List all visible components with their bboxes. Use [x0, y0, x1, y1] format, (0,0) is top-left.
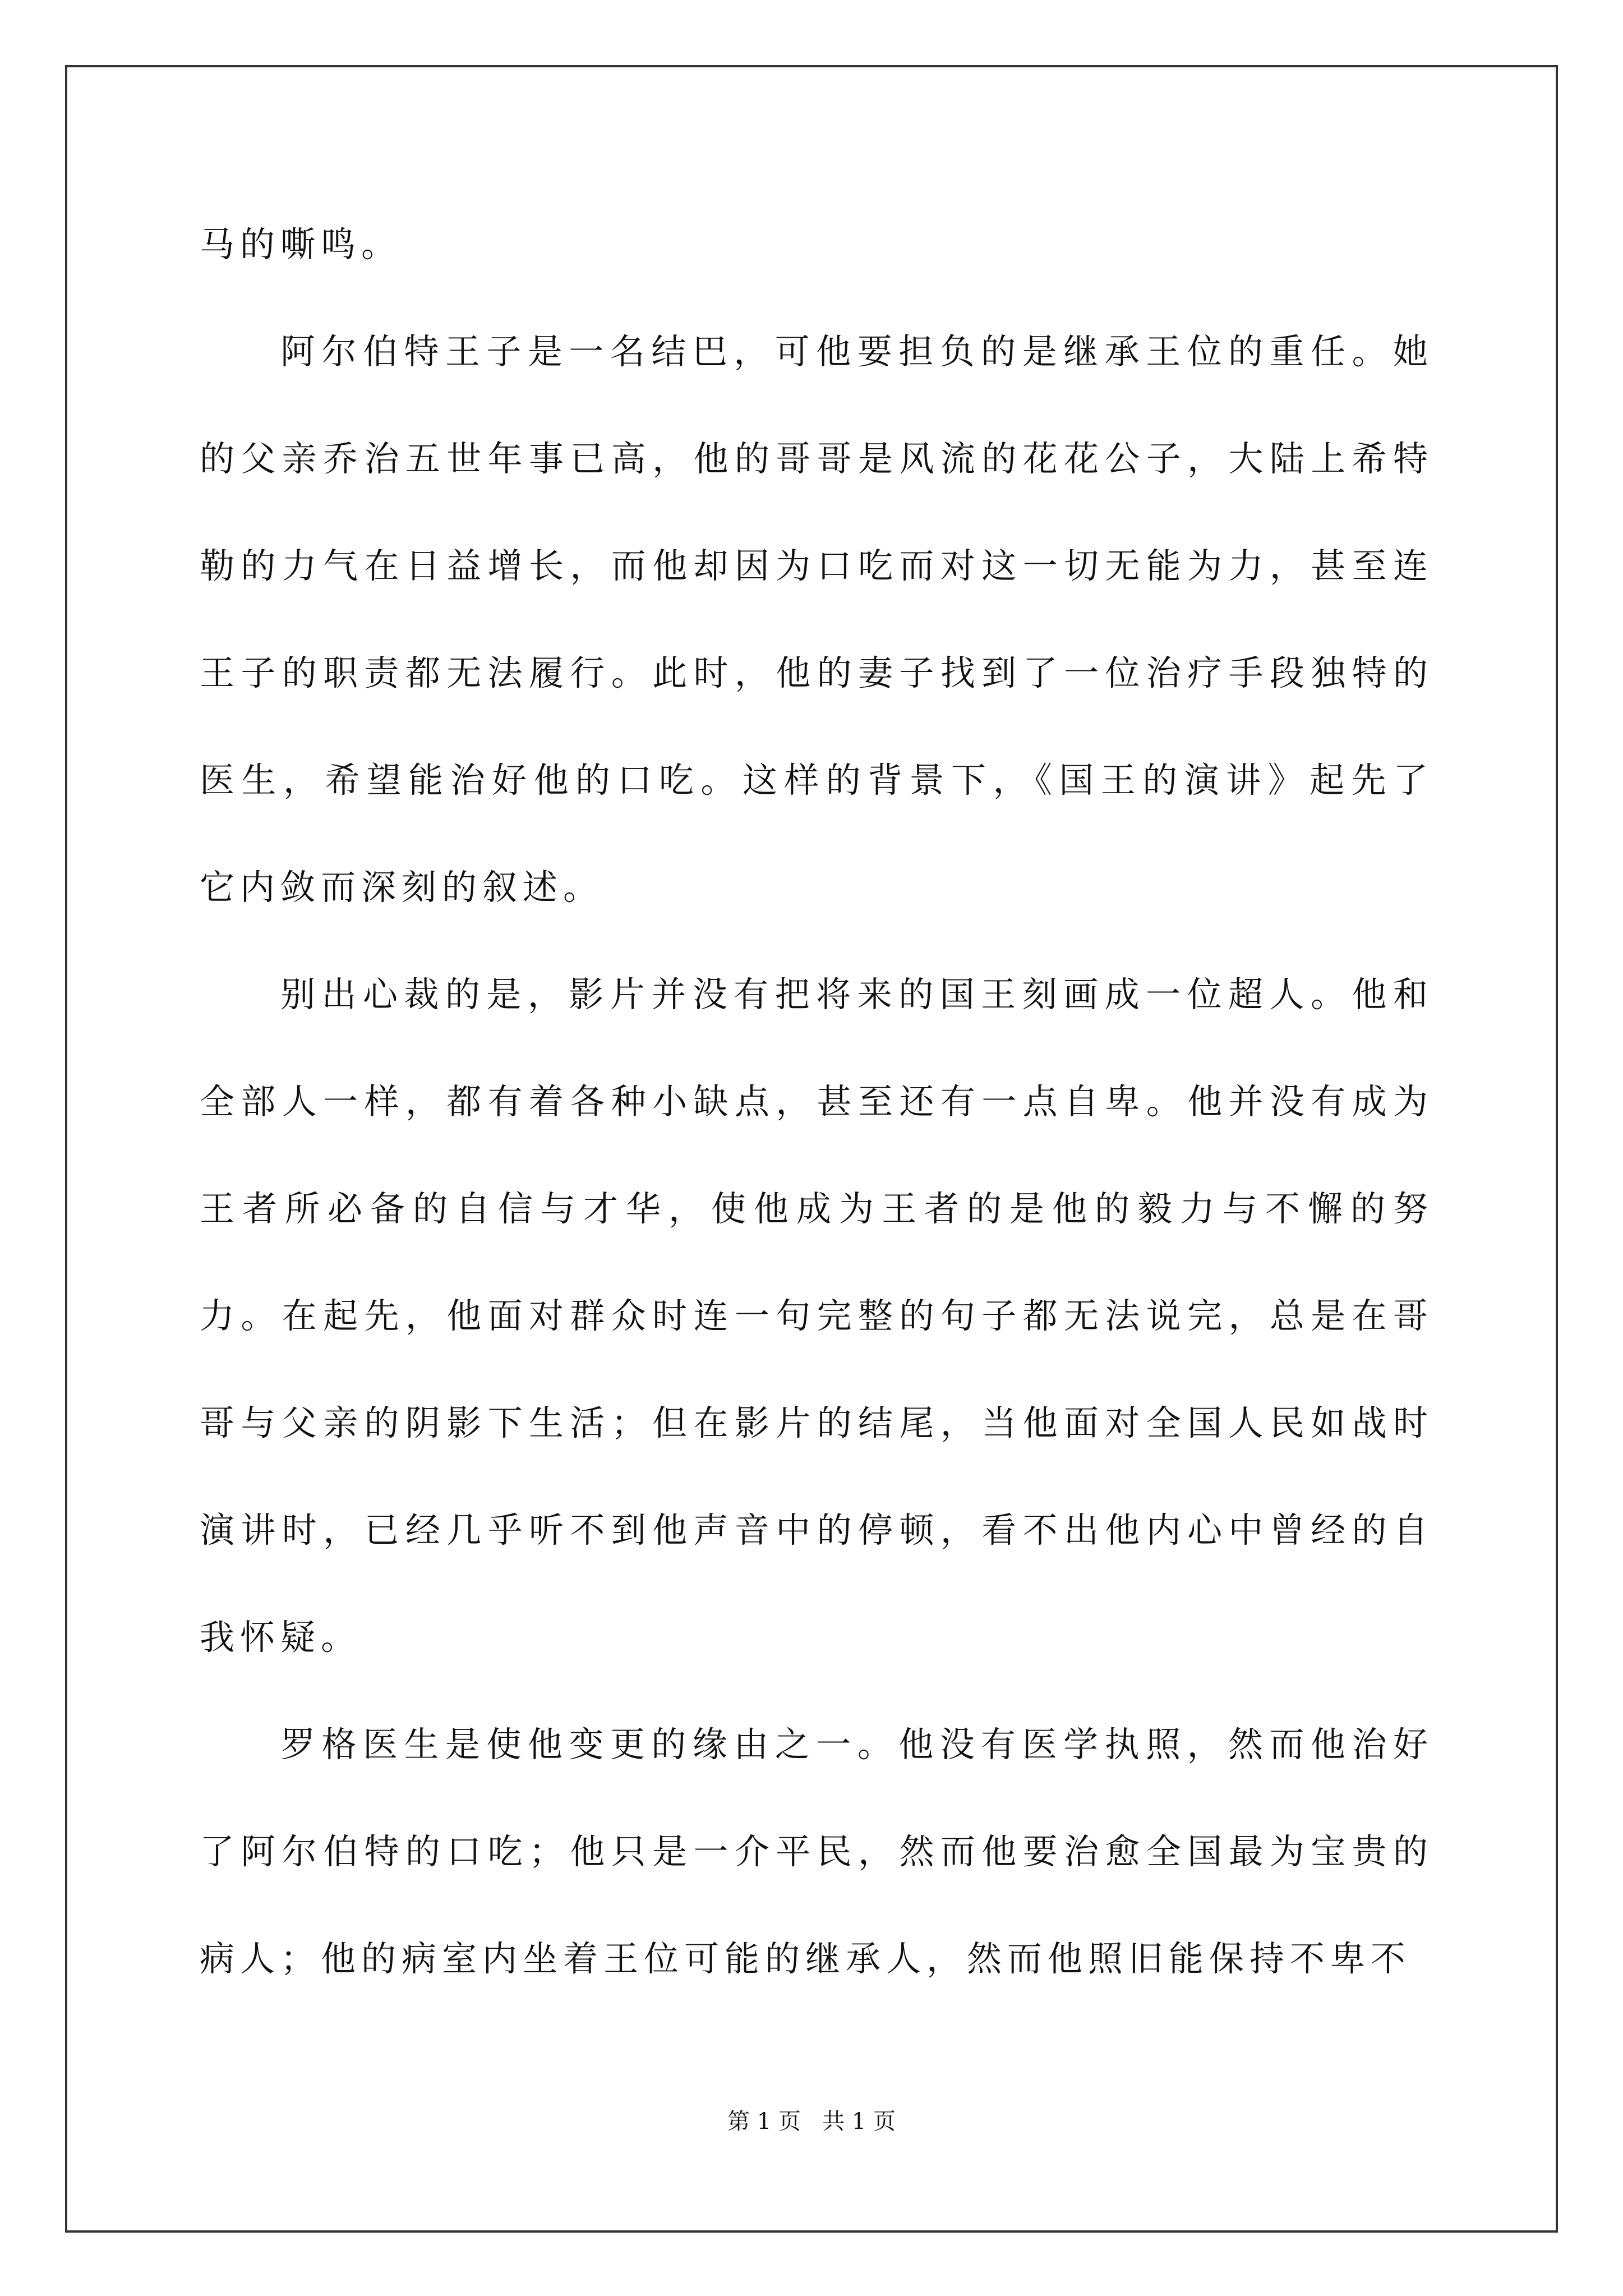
paragraph-4: 罗格医生是使他变更的缘由之一。他没有医学执照，然而他治好了阿尔伯特的口吃；他只是一介平民，然而他要治愈全国最为宝贵的病人；他的病室内坐着王位可能的继承人，然而他照旧能保持不卑不: [200, 1724, 1433, 1979]
paragraph-1: 马的嘶鸣。: [200, 224, 402, 265]
paragraph-2: 阿尔伯特王子是一名结巴，可他要担负的是继承王位的重任。她的父亲乔治五世年事已高，他的哥哥是风流的花花公子，大陆上希特勒的力气在日益增长，而他却因为口吃而对这一切无能为力，甚至连王子的职责都无法履行。此时，他的妻子找到了一位治疗手段独特的医生，希望能治好他的口吃。这样的背景下，《国王的演讲》起先了它内敛而深刻的叙述。: [200, 331, 1433, 908]
paragraph-3: 别出心裁的是，影片并没有把将来的国王刻画成一位超人。他和全部人一样，都有着各种小缺点，甚至还有一点自卑。他并没有成为王者所必备的自信与才华，使他成为王者的是他的毅力与不懈的努力。在起先，他面对群众时连一句完整的句子都无法说完，总是在哥哥与父亲的阴影下生活；但在影片的结尾，当他面对全国人民如战时演讲时，已经几乎听不到他声音中的停顿，看不出他内心中曾经的自我怀疑。: [200, 974, 1433, 1658]
page-number-footer: 第 1 页 共 1 页: [727, 2109, 896, 2134]
document-body: [200, 191, 1433, 2012]
